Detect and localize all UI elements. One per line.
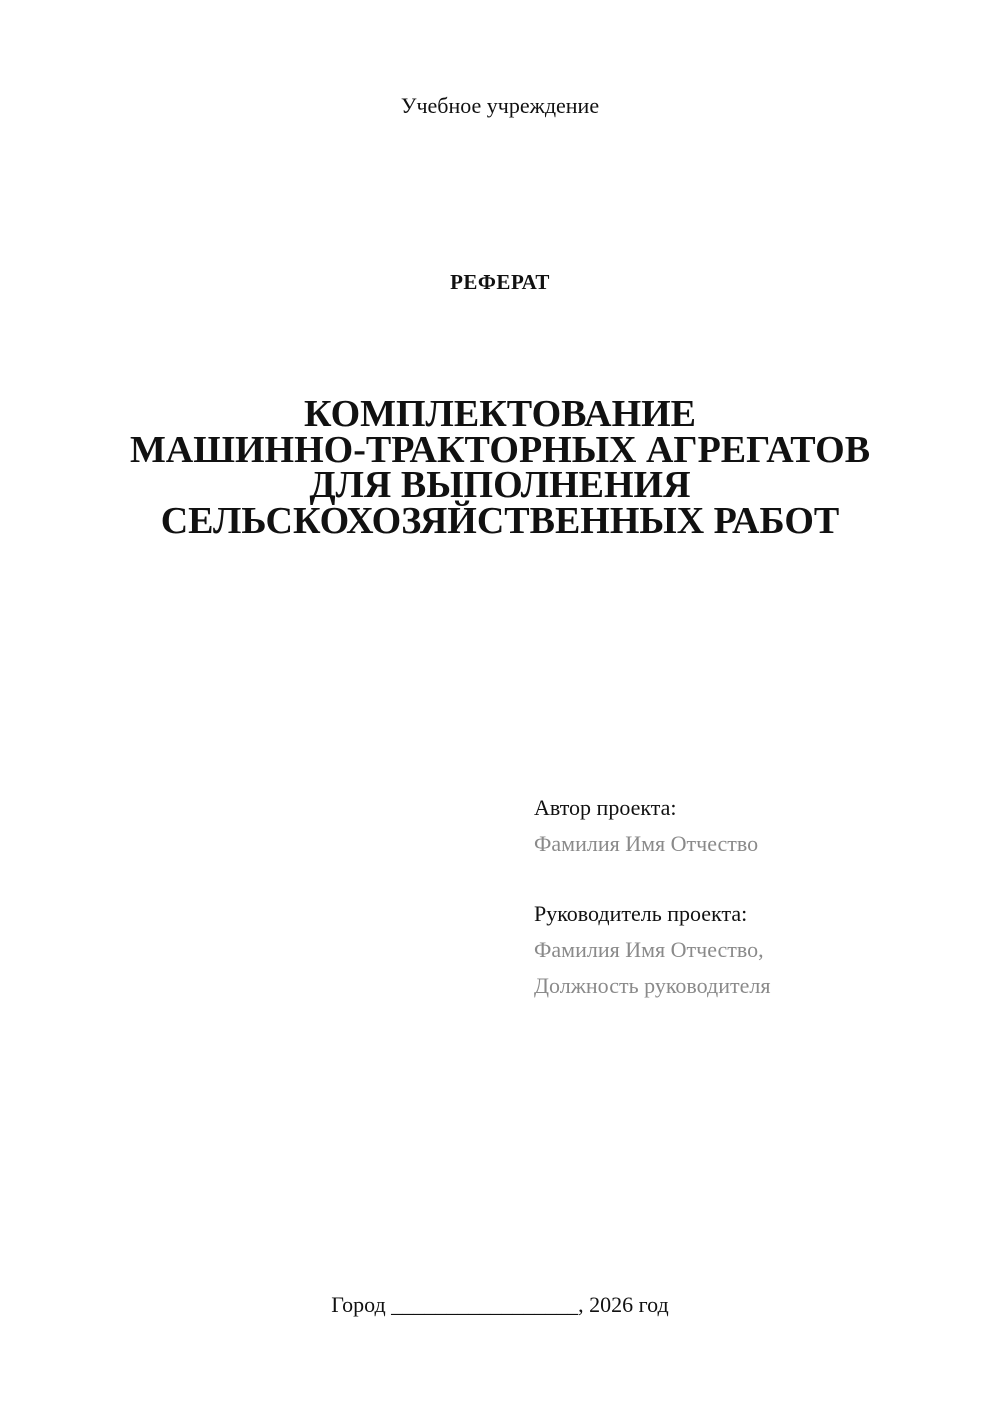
title-line: СЕЛЬСКОХОЗЯЙСТВЕННЫХ РАБОТ <box>160 499 840 542</box>
institution-name: Учебное учреждение <box>400 93 600 118</box>
author-name-placeholder: Фамилия Имя Отчество <box>534 831 759 856</box>
supervisor-position-placeholder: Должность руководителя <box>534 973 771 998</box>
supervisor-name-placeholder: Фамилия Имя Отчество, <box>534 937 764 962</box>
spacer <box>534 862 954 896</box>
title-line: ДЛЯ ВЫПОЛНЕНИЯ <box>309 464 691 506</box>
document-title <box>0 393 1000 542</box>
document-type: РЕФЕРАТ <box>450 270 550 294</box>
city-year-line: Город _________________, 2026 год <box>331 1292 669 1317</box>
title-line: КОМПЛЕКТОВАНИЕ <box>303 393 697 435</box>
credits-block <box>534 790 954 1004</box>
author-label: Автор проекта: <box>534 795 677 820</box>
supervisor-label: Руководитель проекта: <box>534 901 748 926</box>
title-line: МАШИННО-ТРАКТОРНЫХ АГРЕГАТОВ <box>129 428 871 471</box>
